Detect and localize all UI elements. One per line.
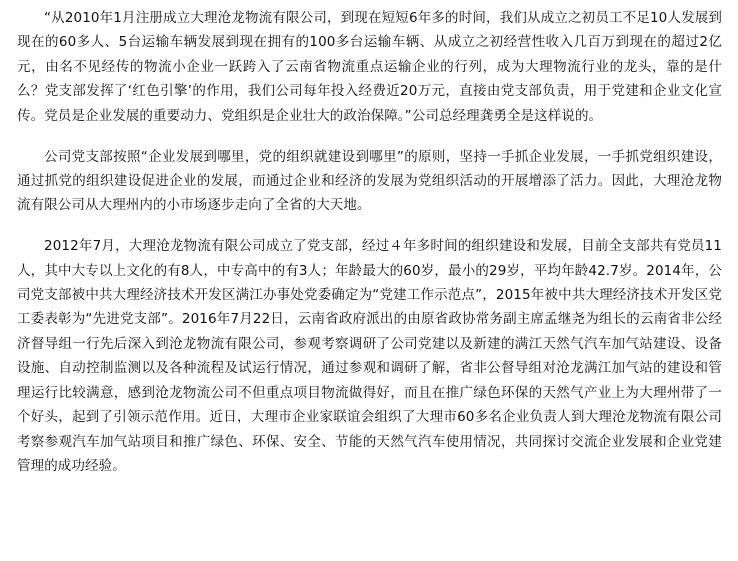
paragraph-party-principle: 公司党支部按照“企业发展到哪里，党的组织就建设到哪里”的原则，坚持一手抓企业发展，一手抓党组织建设，通过抓党的组织建设促进企业的发展，而通过企业和经济的发展为党组织活动的开展增添了活力。因此，大理沧龙物流有限公司从大理州内的小市场逐步走向了全省的大天地。 (17, 148, 722, 214)
paragraph-intro-quote: “从2010年1月注册成立大理沧龙物流有限公司，到现在短短6年多的时间，我们从成立之初员工不足10人发展到现在的60多人、5台运输车辆发展到现在拥有的100多台运输车辆、从成立之初经营性收入几百万到现在的超过2亿元，由名不见经传的物流小企业一跃跨入了云南省物流重点运输企业的行列，成为大理物流行业的龙头，靠的是什么？党支部发挥了‘红色引擎’的作用，我们公司每年投入经费近20万元，直接由党支部负责，用于党建和企业文化宣传。党员是企业发展的重要动力、党组织是企业壮大的政治保障。”公司总经理龚勇全是这样说的。 (17, 10, 723, 124)
paragraph-party-branch-history: 2012年7月，大理沧龙物流有限公司成立了党支部，经过４年多时间的组织建设和发展，目前全支部共有党员11人，其中大专以上文化的有8人，中专高中的有3人；年龄最大的60岁，最小的29岁，平均年龄42.7岁。2014年，公司党支部被中共大理经济技术开发区满江办事处党委确定为“党建工作示范点”，2015年被中共大理经济技术开发区党工委表彰为“先进党支部”。2016年7月22日，云南省政府派出的由原省政协常务副主席孟继尧为组长的云南省非公经济督导组一行先后深入到沧龙物流有限公司，参观考察调研了公司党建以及新建的满江天然气汽车加气站建设、设备设施、自动控制监测以及各种流程及试运行情况，通过参观和调研了解，省非公督导组对沧龙满江加气站的建设和管理运行比较满意，感到沧龙物流公司不但重点项目物流做得好，而且在推广绿色环保的天然气产业上为大理州带了一个好头，起到了引领示范作用。近日，大理市企业家联谊会组织了大理市60多名企业负责人到大理沧龙物流有限公司考察参观汽车加气站项目和推广绿色、环保、安全、节能的天然气汽车使用情况，共同探讨交流企业发展和企业党建管理的成功经验。 (17, 238, 722, 474)
